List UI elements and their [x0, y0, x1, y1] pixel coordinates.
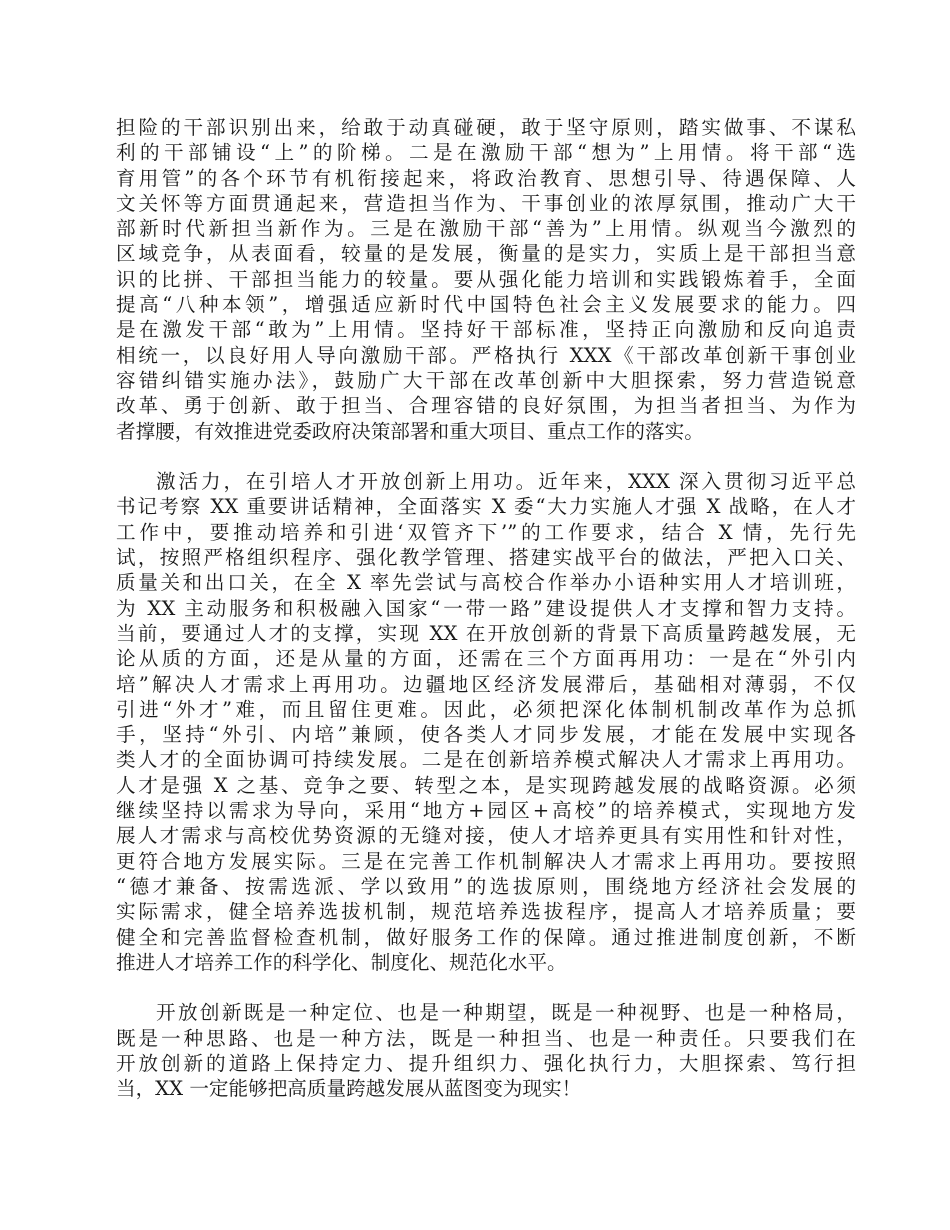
text-line: 手，坚持“外引、内培”兼顾，使各类人才同步发展，才能在发展中实现各 — [116, 723, 856, 747]
text-line: 类人才的全面协调可持续发展。二是在创新培养模式解决人才需求上再用功。 — [116, 748, 856, 772]
text-line: 既是一种思路、也是一种方法，既是一种担当、也是一种责任。只要我们在 — [116, 1026, 856, 1050]
text-line: 者撑腰，有效推进党委政府决策部署和重大项目、重点工作的落实。 — [116, 419, 704, 443]
text-line: 培”解决人才需求上再用功。边疆地区经济发展滞后，基础相对薄弱，不仅 — [116, 672, 856, 696]
text-line: 容错纠错实施办法》，鼓励广大干部在改革创新中大胆探索，努力营造锐意 — [116, 368, 856, 392]
text-line: 改革、勇于创新、敢于担当、合理容错的良好氛围，为担当者担当、为作为 — [116, 394, 856, 418]
text-line: 当，XX 一定能够把高质量跨越发展从蓝图变为现实！ — [116, 1077, 582, 1101]
text-line: 利的干部铺设“上”的阶梯。二是在激励干部“想为”上用情。将干部“选 — [116, 141, 856, 165]
text-line: 提高“八种本领”，增强适应新时代中国特色社会主义发展要求的能力。四 — [116, 293, 856, 317]
document-body — [116, 115, 856, 1102]
paragraph-gap — [116, 444, 856, 469]
text-line: 部新时代新担当新作为。三是在激励干部“善为”上用情。纵观当今激烈的 — [116, 217, 856, 241]
text-line: 引进“外才”难，而且留住更难。因此，必须把深化体制机制改革作为总抓 — [116, 697, 856, 721]
text-line: 文关怀等方面贯通起来，营造担当作为、干事创业的浓厚氛围，推动广大干 — [116, 191, 856, 215]
text-line: 为 XX 主动服务和积极融入国家“一带一路”建设提供人才支撑和智力支持。 — [116, 596, 856, 620]
text-line: 实际需求，健全培养选拔机制，规范培养选拔程序，提高人才培养质量；要 — [116, 900, 856, 924]
text-line: 健全和完善监督检查机制，做好服务工作的保障。通过推进制度创新，不断 — [116, 925, 856, 949]
text-line: 育用管”的各个环节有机衔接起来，将政治教育、思想引导、待遇保障、人 — [116, 166, 856, 190]
text-line: 书记考察 XX 重要讲话精神，全面落实 X 委“大力实施人才强 X 战略，在人才 — [116, 495, 856, 519]
text-line: 试，按照严格组织程序、强化教学管理、搭建实战平台的做法，严把入口关、 — [116, 546, 856, 570]
text-line: 质量关和出口关，在全 X 率先尝试与高校合作举办小语种实用人才培训班， — [116, 571, 856, 595]
text-line: 工作中，要推动培养和引进‘双管齐下’”的工作要求，结合 X 情，先行先 — [116, 520, 856, 544]
text-line: 论从质的方面，还是从量的方面，还需在三个方面再用功：一是在“外引内 — [116, 647, 856, 671]
text-line: “德才兼备、按需选派、学以致用”的选拔原则，围绕地方经济社会发展的 — [116, 874, 856, 898]
text-line: 推进人才培养工作的科学化、制度化、规范化水平。 — [116, 950, 567, 974]
paragraph-gap — [116, 975, 856, 1000]
paragraph-3 — [116, 1000, 856, 1101]
text-line: 更符合地方发展实际。三是在完善工作机制解决人才需求上再用功。要按照 — [116, 849, 856, 873]
paragraph-2 — [116, 469, 856, 975]
text-line: 担险的干部识别出来，给敢于动真碰硬，敢于坚守原则，踏实做事、不谋私 — [116, 116, 856, 139]
text-line: 是在激发干部“敢为”上用情。坚持好干部标准，坚持正向激励和反向追责 — [116, 318, 856, 342]
text-line: 人才是强 X 之基、竞争之要、转型之本，是实现跨越发展的战略资源。必须 — [116, 773, 856, 797]
text-line: 开放创新既是一种定位、也是一种期望，既是一种视野、也是一种格局， — [156, 1001, 856, 1025]
text-line: 展人才需求与高校优势资源的无缝对接，使人才培养更具有实用性和针对性， — [116, 824, 856, 848]
text-line: 开放创新的道路上保持定力、提升组织力、强化执行力，大胆探索、笃行担 — [116, 1051, 856, 1075]
text-line: 激活力，在引培人才开放创新上用功。近年来，XXX 深入贯彻习近平总 — [156, 470, 856, 494]
text-line: 识的比拼、干部担当能力的较量。要从强化能力培训和实践锻炼着手，全面 — [116, 267, 856, 291]
paragraph-1 — [116, 115, 856, 444]
text-line: 继续坚持以需求为导向，采用“地方+园区+高校”的培养模式，实现地方发 — [116, 799, 856, 823]
text-line: 区域竞争，从表面看，较量的是发展，衡量的是实力，实质上是干部担当意 — [116, 242, 856, 266]
text-line: 相统一，以良好用人导向激励干部。严格执行 XXX《干部改革创新干事创业 — [116, 343, 856, 367]
text-line: 当前，要通过人才的支撑，实现 XX 在开放创新的背景下高质量跨越发展，无 — [116, 621, 856, 645]
